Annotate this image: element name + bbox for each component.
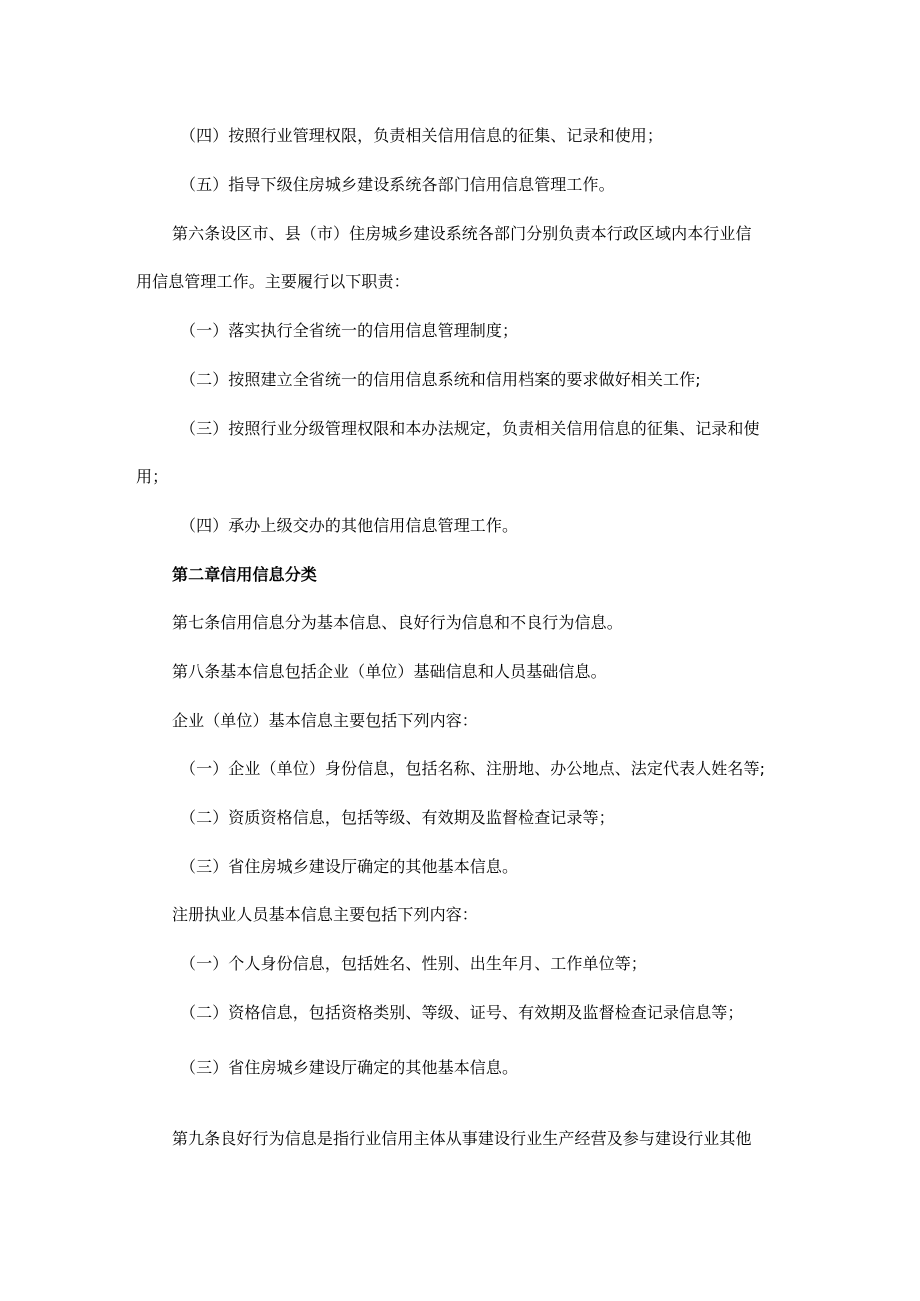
paragraph-line: 用信息管理工作。主要履行以下职责： xyxy=(136,272,410,291)
paragraph-line: 第八条基本信息包括企业（单位）基础信息和人员基础信息。 xyxy=(172,662,607,681)
paragraph-line: （三）按照行业分级管理权限和本办法规定，负责相关信用信息的征集、记录和使 xyxy=(180,419,760,438)
paragraph-line: （一）个人身份信息，包括姓名、性别、出生年月、工作单位等； xyxy=(180,954,647,973)
chapter-heading: 第二章信用信息分类 xyxy=(172,565,317,584)
paragraph-line: （一）落实执行全省统一的信用信息管理制度； xyxy=(180,321,519,340)
paragraph-line: 注册执业人员基本信息主要包括下列内容： xyxy=(172,905,478,924)
paragraph-line: 第七条信用信息分为基本信息、良好行为信息和不良行为信息。 xyxy=(172,613,623,632)
paragraph-line: 企业（单位）基本信息主要包括下列内容： xyxy=(172,711,478,730)
paragraph-line: （二）按照建立全省统一的信用信息系统和信用档案的要求做好相关工作; xyxy=(180,370,701,389)
paragraph-line: （二）资质资格信息，包括等级、有效期及监督检查记录等； xyxy=(180,808,615,827)
paragraph-line: （三）省住房城乡建设厅确定的其他基本信息。 xyxy=(180,857,519,876)
paragraph-line: 用； xyxy=(136,467,169,486)
paragraph-line: （三）省住房城乡建设厅确定的其他基本信息。 xyxy=(180,1058,519,1077)
paragraph-line: 第九条良好行为信息是指行业信用主体从事建设行业生产经营及参与建设行业其他 xyxy=(172,1129,752,1148)
paragraph-line: （四）按照行业管理权限，负责相关信用信息的征集、记录和使用； xyxy=(180,126,664,145)
paragraph-line: （四）承办上级交办的其他信用信息管理工作。 xyxy=(180,516,519,535)
paragraph-line: （一）企业（单位）身份信息，包括名称、注册地、办公地点、法定代表人姓名等; xyxy=(180,759,766,778)
paragraph-line: （二）资格信息，包括资格类别、等级、证号、有效期及监督检查记录信息等； xyxy=(180,1003,744,1022)
paragraph-line: 第六条设区市、县（市）住房城乡建设系统各部门分别负责本行政区域内本行业信 xyxy=(172,224,752,243)
paragraph-line: （五）指导下级住房城乡建设系统各部门信用信息管理工作。 xyxy=(180,175,615,194)
